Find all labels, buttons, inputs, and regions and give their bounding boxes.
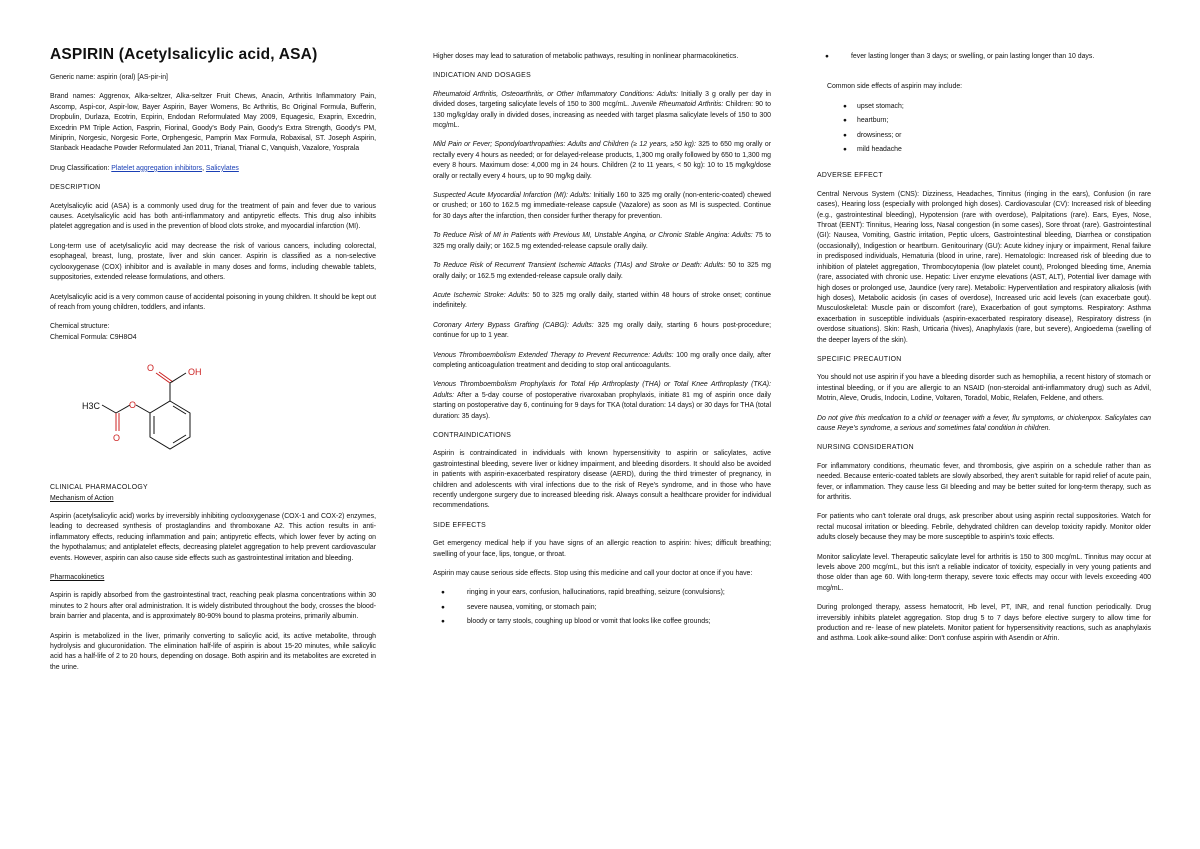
indication-1-body2: Children: 90 to 130 mg/kg/day orally in divided doses, increasing as needed with target plasma salicylate levels of 150 to 300 mcg/mL.	[433, 101, 771, 130]
description-p3: Acetylsalicylic acid is a very common cause of accidental poisoning in young children. It should be kept out of reach from young children, toddlers, and infants.	[50, 293, 376, 311]
mechanism-subheading: Mechanism of Action	[50, 494, 114, 502]
indication-2	[433, 140, 771, 182]
list-item: ● severe nausea, vomiting, or stomach pain;	[433, 603, 771, 613]
drug-class-sep: ,	[202, 164, 204, 172]
aspirin-structure-diagram	[50, 349, 220, 469]
indication-1	[433, 90, 771, 132]
nursing-consideration-heading: NURSING CONSIDERATION	[817, 444, 914, 452]
indication-7	[433, 321, 771, 342]
indication-3-body: Initially 160 to 325 mg orally (non-enteric-coated) chewed or crushed; or 160 to 162.5 mg immediate-release capsule (Vazalore) as soon as MI is suspected. Continue for 30 days after the infarction, then consider further therapy for prevention.	[433, 192, 771, 220]
brand-names: Brand names: Aggrenox, Alka-seltzer, Alka-seltzer Fruit Chews, Anacin, Arthritis Inflammatory Pain, Ascomp, Aspi-cor, Aspir-low, Bayer Aspirin, Bayer Womens, Bc Arthritis, Bc Original Formula, Bufferin, Dropbulin, Durlaza, Ecotrin, Ecpirin, Endodan Reformulated May 2009, Equagesic, Exaprin, Excedrin, Excedrin PM Triple Action, Fasprin, Fiorinal, Goody's Body Pain, Goody's Extra Strength, Goody's PM, Miniprin, Norgesic, Norgesic Forte, Orphengesic, Pamprin Max Formula, Robaxisal, ST. Joseph Aspirin, Stanback Headache Powder Reformulated Jan 2011, Trianal, Trianal C, Vanquish, Vazalore, Yosprala	[50, 93, 376, 153]
pk-p1: Aspirin is rapidly absorbed from the gastrointestinal tract, reaching peak plasma concentrations within 30 minutes to 2 hours after oral administration. It is widely distributed throughout the body, crosses the blood-brain barrier and placenta, and is approximately 80-90% bound to plasma proteins, primarily albumin.	[50, 592, 376, 621]
contraindications-text: Aspirin is contraindicated in individuals with known hypersensitivity to aspirin or salicylates, active gastrointestinal bleeding, severe liver or kidney impairment, and bleeding disorders. It should also be avoided in patients with aspirin-exacerbated respiratory disease (AERD), during the third trimester of pregnancy, in children and adolescents with viral infections due to the risk of Reye's syndrome, and in those who have recently undergone surgery due to increased bleeding risk. Always consult a healthcare provider for individual recommendations.	[433, 450, 771, 510]
adverse-effect-text: Central Nervous System (CNS): Dizziness, Headaches, Tinnitus (ringing in the ears), Confusion (in rare cases), Hearing loss (especially with prolonged high doses). Cardiovascular (CV): Increased risk of bleeding (e.g., gastrointestinal bleeding), Hypotension (rare with overdose), Palpitations (rare). Ears, Eyes, Nose, Throat (EENT): Tinnitus, Hearing loss, Nasal congestion (in some cases), Sore throat (rare). Gastrointestinal (GI): Nausea, Vomiting, Gastric irritation, Peptic ulcers, Gastrointestinal bleeding, Diarrhea or constipation (occasionally), Indigestion or heartburn. Genitourinary (GU): Acute kidney injury or impairment, Renal failure in predisposed individuals, Hematuria (blood in urine, rare). Hematologic: Increased risk of bleeding due to inhibition of platelet aggregation, Thrombocytopenia (low platelet count), Prolonged bleeding time, Anemia (rare, associated with chronic use. Hepatic: Liver enzyme elevations (AST, ALT), Potential liver damage with high doses or prolonged use, Jaundice (very rare). Metabolic: Hyperventilation and respiratory alkalosis (with high doses), Metabolic acidosis (in cases of overdose), Increased uric acid levels (can exacerbate gout). Musculoskeletal: Muscle pain or discomfort (rare), Exacerbation of gout symptoms. Respiratory: Asthma exacerbation in susceptible individuals (aspirin-exacerbated respiratory disease), Respiratory distress (in overdose situations). Skin: Rash, Urticaria (hives), Anaphylaxis (rare, but severe), Angioedema (swelling of the deeper layers of the skin).	[817, 190, 1151, 344]
indication-5-body: 50 to 325 mg orally daily; or 162.5 mg extended-release capsule orally daily.	[433, 262, 771, 280]
oh-label: OH	[188, 367, 202, 378]
list-item: ● heartburn;	[817, 116, 1151, 126]
list-item: ● ringing in your ears, confusion, hallucinations, rapid breathing, seizure (convulsions);	[433, 588, 771, 598]
indication-1-title2: Juvenile Rheumatoid Arthritis:	[631, 101, 724, 109]
clin-pharm-heading: CLINICAL PHARMACOLOGY	[50, 484, 148, 492]
serious-side-effects-list-cont	[817, 52, 1151, 62]
indication-4-title: To Reduce Risk of MI in Patients with Previous MI, Unstable Angina, or Chronic Stable Angina: Adults:	[433, 232, 753, 240]
indication-3	[433, 191, 771, 222]
indication-6-title: Acute Ischemic Stroke: Adults:	[433, 291, 530, 299]
pk-continued: Higher doses may lead to saturation of metabolic pathways, resulting in nonlinear pharmacokinetics.	[433, 53, 739, 60]
pk-p2: Aspirin is metabolized in the liver, primarily converting to salicylic acid, its active metabolite, through hydrolysis and glucuronidation. The elimination half-life of aspirin is about 15-20 minutes, while salicylic acid has a half-life of 2 to 20 hours, depending on dosage. Both aspirin and its metabolites are excreted in the urine.	[50, 632, 376, 671]
list-item: ● mild headache	[817, 145, 1151, 155]
indication-2-body: 325 to 650 mg orally or rectally every 4 hours as needed; or for delayed-release products, 1,300 mg orally followed by 650 to 1,300 mg every 8 hours. Maximum dose: 4,000 mg in 24 hours. Children (2 to 11 years, < 50 kg): 10 to 15 mg/kg/dose orally or rectally every 4 hours, up to 90 mg/kg daily.	[433, 141, 771, 180]
description-heading: DESCRIPTION	[50, 184, 101, 192]
methyl-label: H3C	[82, 401, 101, 412]
side-effects-heading: SIDE EFFECTS	[433, 521, 486, 529]
chem-structure-label: Chemical structure:	[50, 323, 110, 331]
specific-precaution-heading: SPECIFIC PRECAUTION	[817, 355, 902, 363]
indication-9-title: Venous Thromboembolism Prophylaxis for Total Hip Arthroplasty (THA) or Total Knee Arthroplasty (TKA): Adults:	[433, 381, 771, 399]
serious-side-effects-list	[433, 588, 771, 627]
indication-7-body: 325 mg orally daily, starting 6 hours post-procedure; continue for up to 1 year.	[433, 321, 772, 340]
indication-3-title: Suspected Acute Myocardial Infarction (MI): Adults:	[433, 192, 592, 200]
column-2	[433, 52, 771, 638]
platelet-inhibitors-link[interactable]: Platelet aggregation inhibitors	[111, 164, 203, 172]
indication-1-title: Rheumatoid Arthritis, Osteoarthritis, or Other Inflammatory Conditions: Adults:	[433, 90, 678, 98]
indication-1-body: Initially 3 g orally per day in divided doses, targeting salicylate levels of 150 to 300 mcg/mL.	[433, 90, 771, 109]
indication-9	[433, 380, 771, 422]
carbonyl-o-label: O	[147, 363, 155, 374]
column-1	[50, 46, 376, 682]
indication-4	[433, 231, 771, 252]
nursing-p3: Monitor salicylate level. Therapeutic salicylate level for arthritis is 150 to 300 mcg/mL. Tinnitus may occur at levels above 200 mcg/mL, but this isn't a reliable indicator of toxicity, especially in very young patients and those older than age 60. With long-term therapy, severe toxic effects may occur with levels exceeding 400 mcg/mL.	[817, 553, 1151, 592]
common-side-effects-intro: Common side effects of aspirin may include:	[827, 83, 963, 91]
salicylates-link[interactable]: Salicylates	[205, 164, 239, 172]
pharmacokinetics-subheading: Pharmacokinetics	[50, 573, 105, 581]
list-item: ● bloody or tarry stools, coughing up blood or vomit that looks like coffee grounds;	[433, 617, 771, 627]
contraindications-heading: CONTRAINDICATIONS	[433, 431, 512, 439]
page-title: ASPIRIN (Acetylsalicylic acid, ASA)	[50, 46, 318, 63]
nursing-p1: For inflammatory conditions, rheumatic fever, and thrombosis, give aspirin on a schedule rather than as needed. Because enteric-coated tablets are slowly absorbed, they aren't suitable for rapid relief of acute pain, fever, or inflammation. They cause less GI bleeding and may be better suited for long-term therapy, such as for arthritis.	[817, 462, 1151, 501]
indication-8	[433, 351, 771, 372]
indication-8-body: 100 mg orally once daily, after completing anticoagulation treatment and deciding to stop oral anticoagulants.	[433, 351, 772, 369]
generic-name: Generic name: aspirin (oral) [AS-pir-in]	[50, 74, 168, 81]
nursing-p4: During prolonged therapy, assess hematocrit, Hb level, PT, INR, and renal function periodically. Drug irreversibly inhibits platelet aggregation. Stop drug 5 to 7 days before elective surgery to allow time for production and re- lease of new platelets. Monitor patient for hypersensitivity reactions, such as anaphylaxis and asthma. Look alike-sound alike: Don't confuse aspirin with Asendin or Afrin.	[817, 604, 1151, 643]
nursing-p2: For patients who can't tolerate oral drugs, ask prescriber about using aspirin rectal suppositories. Watch for rectal mucosal irritation or bleeding. Febrile, dehydrated children can develop toxicity rapidly. Monitor older adults closely because they may be more susceptible to aspirin's toxic effects.	[817, 513, 1151, 542]
precaution-p2-text: Do not give this medication to a child or teenager with a fever, flu symptoms, or chickenpox. Salicylates can cause Reye's syndrome, a serious and sometimes fatal condition in children.	[817, 414, 1151, 432]
indication-9-body: After a 5-day course of postoperative rivaroxaban prophylaxis, initiate 81 mg of aspirin once daily starting on postoperative day 6, continuing for 9 days for TKA (total duration: 14 days) or 30 days for THA (total duration: 35 days).	[433, 391, 771, 420]
precaution-p1: You should not use aspirin if you have a bleeding disorder such as hemophilia, a recent history of stomach or intestinal bleeding, or if you are allergic to an NSAID (non-steroidal anti-inflammatory drug) such as Advil, Motrin, Aleve, Orudis, Indocin, Lodine, Voltaren, Toradol, Mobic, Relafen, Feldene, and others.	[817, 374, 1151, 403]
indication-heading: INDICATION AND DOSAGES	[433, 72, 531, 80]
side-effects-p2: Aspirin may cause serious side effects. Stop using this medicine and call your doctor at once if you have:	[433, 570, 753, 578]
drug-class-label: Drug Classification:	[50, 164, 110, 172]
side-effects-p1: Get emergency medical help if you have signs of an allergic reaction to aspirin: hives; difficult breathing; swelling of your face, lips, tongue, or throat.	[433, 540, 771, 558]
indication-6-body: 50 to 325 mg orally daily, started within 48 hours of stroke onset; continue indefinitely.	[433, 291, 771, 310]
ester-o-label: O	[129, 400, 137, 411]
description-p2: Long-term use of acetylsalicylic acid may decrease the risk of various cancers, including colorectal, esophageal, breast, lung, prostate, liver and skin cancer. Aspirin is classified as a non-selective cyclooxygenase (COX) inhibitor and is available in many doses and forms, including chewable tablets, suppositories, extended release formulations, and others.	[50, 242, 376, 282]
indication-4-body: 75 to 325 mg orally daily; or 162.5 mg extended-release capsule orally daily.	[433, 232, 772, 250]
indication-8-title: Venous Thromboembolism Extended Therapy to Prevent Recurrence: Adults:	[433, 351, 674, 359]
column-3	[817, 52, 1151, 654]
list-item: ● drowsiness; or	[817, 131, 1151, 141]
precaution-p2	[817, 414, 1151, 435]
list-item: ● upset stomach;	[817, 102, 1151, 112]
common-side-effects-list	[817, 102, 1151, 156]
drug-classification	[50, 164, 376, 174]
indication-7-title: Coronary Artery Bypass Grafting (CABG): Adults:	[433, 321, 594, 329]
indication-2-title: Mild Pain or Fever; Spondyloarthropathies: Adults and Children (≥ 12 years, ≥50 kg):	[433, 141, 696, 149]
chem-formula: Chemical Formula: C9H8O4	[50, 333, 137, 341]
description-p1: Acetylsalicylic acid (ASA) is a commonly used drug for the treatment of pain and fever due to various causes. Acetylsalicylic acid has both anti-inflammatory and antipyretic effects. This drug also inhibits platelet aggregation and is used in the prevention of blood clots stroke, and myocardial infarction (MI).	[50, 202, 376, 231]
list-item: ● fever lasting longer than 3 days; or swelling, or pain lasting longer than 10 days.	[817, 52, 1151, 62]
mechanism-text: Aspirin (acetylsalicylic acid) works by irreversibly inhibiting cyclooxygenase (COX-1 and COX-2) enzymes, leading to decreased synthesis of prostaglandins and thromboxane A2. This action results in anti-inflammatory effects, reducing inflammation and pain; antipyretic effects, which lower fever by acting on the hypothalamus; and antiplatelet effects, decreasing platelet aggregation to help prevent cardiovascular events. However, aspirin can also cause side effects such as gastrointestinal irritation and bleeding.	[50, 512, 376, 562]
indication-5-title: To Reduce Risk of Recurrent Transient Ischemic Attacks (TIAs) and Stroke or Death: Adults:	[433, 262, 726, 270]
indication-6	[433, 291, 771, 312]
adverse-effect-heading: ADVERSE EFFECT	[817, 172, 883, 180]
indication-5	[433, 261, 771, 282]
acetyl-o-label: O	[113, 433, 121, 444]
